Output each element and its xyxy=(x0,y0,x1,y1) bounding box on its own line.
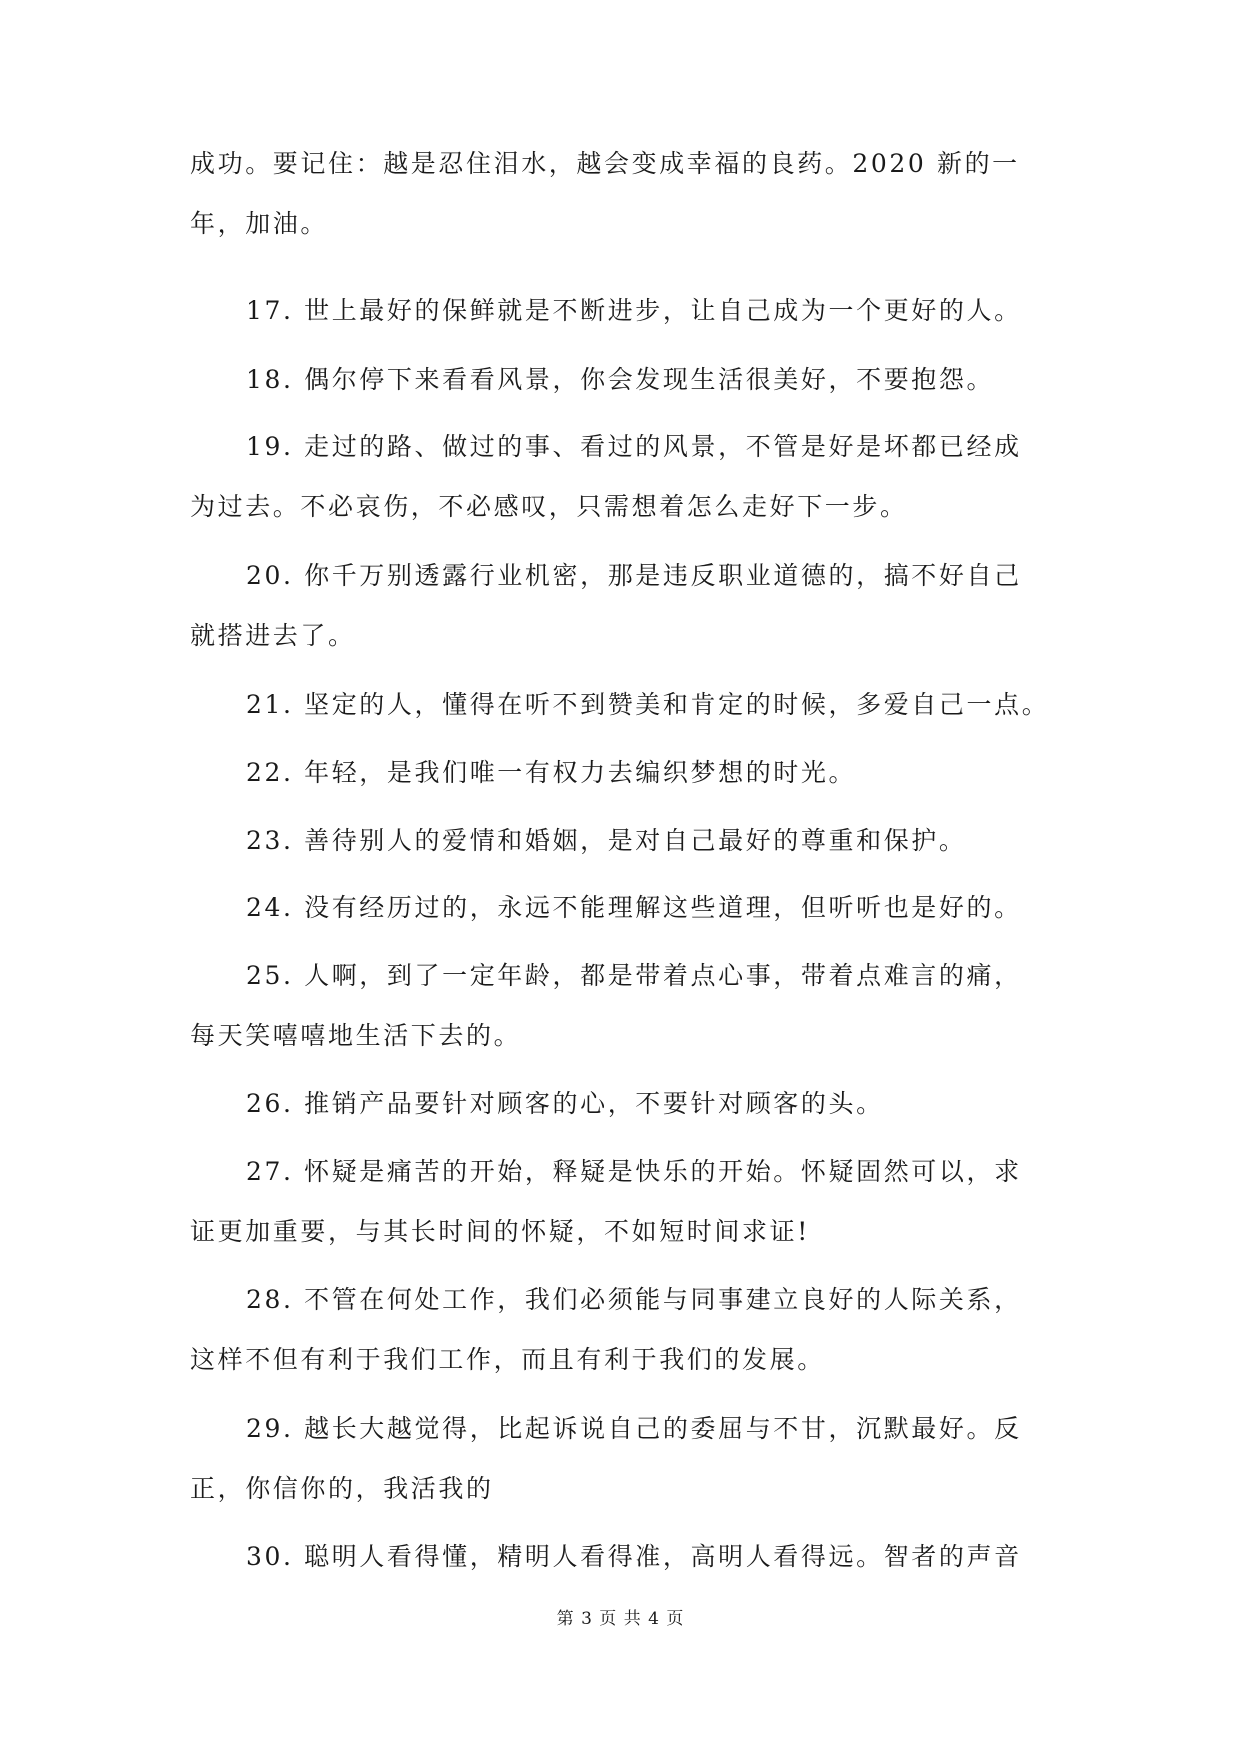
list-item-26: 26. 推销产品要针对顾客的心，不要针对顾客的头。 xyxy=(246,1089,884,1118)
list-item-20: 20. 你千万别透露行业机密，那是违反职业道德的，搞不好自己 xyxy=(246,561,1022,590)
text-line: 正，你信你的，我活我的 xyxy=(190,1474,494,1503)
list-item-21: 21. 坚定的人，懂得在听不到赞美和肯定的时候，多爱自己一点。 xyxy=(246,690,1050,719)
text-line: 年，加油。 xyxy=(190,209,329,238)
list-item-19: 19. 走过的路、做过的事、看过的风景，不管是好是坏都已经成 xyxy=(246,432,1022,461)
text-line: 证更加重要，与其长时间的怀疑，不如短时间求证! xyxy=(190,1217,810,1246)
list-item-28: 28. 不管在何处工作，我们必须能与同事建立良好的人际关系， xyxy=(246,1285,1022,1314)
text-line: 成功。要记住：越是忍住泪水，越会变成幸福的良药。2020 新的一 xyxy=(190,149,1020,178)
list-item-25: 25. 人啊，到了一定年龄，都是带着点心事，带着点难言的痛， xyxy=(246,961,1022,990)
text-line: 这样不但有利于我们工作，而且有利于我们的发展。 xyxy=(190,1345,825,1374)
list-item-27: 27. 怀疑是痛苦的开始，释疑是快乐的开始。怀疑固然可以，求 xyxy=(246,1157,1022,1186)
list-item-23: 23. 善待别人的爱情和婚姻，是对自己最好的尊重和保护。 xyxy=(246,826,967,855)
list-item-29: 29. 越长大越觉得，比起诉说自己的委屈与不甘，沉默最好。反 xyxy=(246,1414,1022,1443)
list-item-30: 30. 聪明人看得懂，精明人看得准，高明人看得远。智者的声音 xyxy=(246,1542,1022,1571)
text-line: 为过去。不必哀伤，不必感叹，只需想着怎么走好下一步。 xyxy=(190,492,908,521)
list-item-24: 24. 没有经历过的，永远不能理解这些道理，但听听也是好的。 xyxy=(246,893,1022,922)
text-line: 每天笑嘻嘻地生活下去的。 xyxy=(190,1021,522,1050)
list-item-22: 22. 年轻，是我们唯一有权力去编织梦想的时光。 xyxy=(246,758,857,787)
list-item-17: 17. 世上最好的保鲜就是不断进步，让自己成为一个更好的人。 xyxy=(246,296,1022,325)
list-item-18: 18. 偶尔停下来看看风景，你会发现生活很美好，不要抱怨。 xyxy=(246,365,995,394)
page-number-footer: 第 3 页 共 4 页 xyxy=(556,1609,685,1629)
text-line: 就搭进去了。 xyxy=(190,621,356,650)
